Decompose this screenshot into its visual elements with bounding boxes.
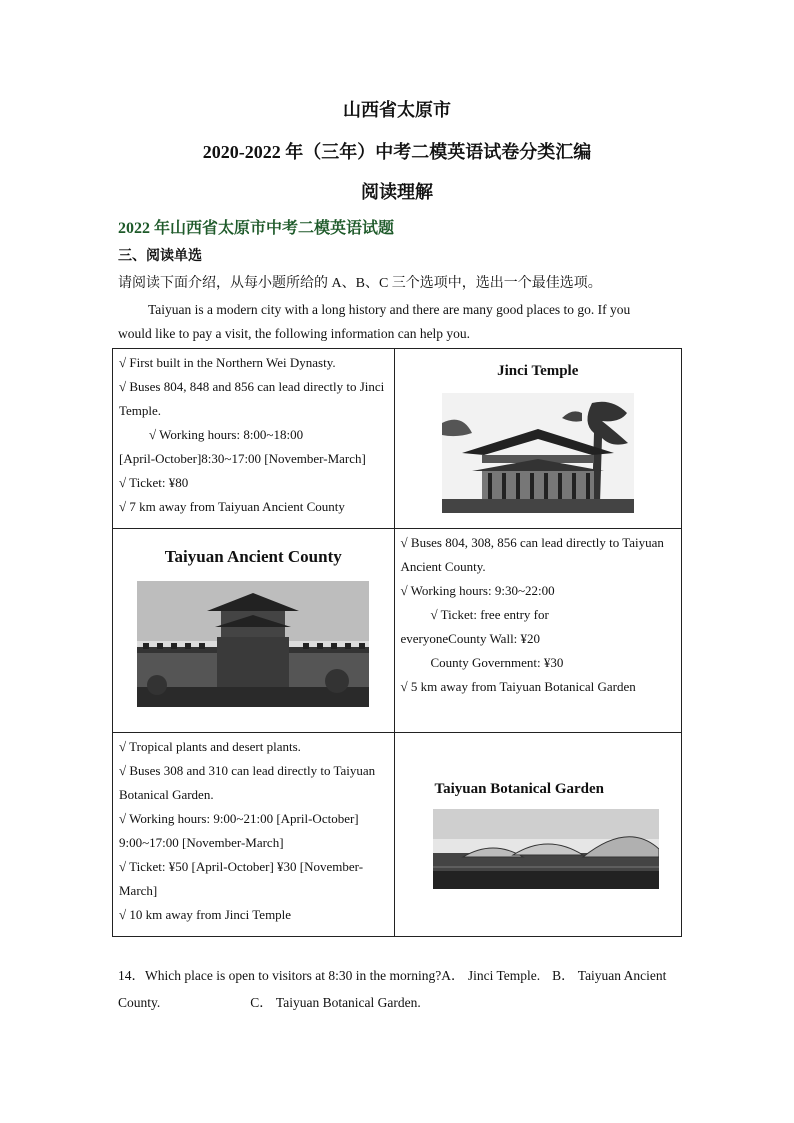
document-topic: 阅读理解 [361,182,433,202]
document-title: 山西省太原市 [343,100,451,120]
info-line: √ Working hours: 9:00~21:00 [April-October] 9:00~17:00 [November-March] [119,811,359,850]
jinci-temple-image [442,393,634,513]
info-line: √ 10 km away from Jinci Temple [119,907,292,922]
ancient-county-caption: Taiyuan Ancient County [164,547,342,566]
places-table [112,348,682,937]
ancient-county-info-cell [394,529,681,733]
info-line: [April-October]8:30~17:00 [November-March] [119,451,366,466]
info-line: √ 5 km away from Taiyuan Botanical Garden [400,679,636,694]
option-b[interactable]: B． Taiyuan Ancient County. [118,968,667,1010]
ancient-county-image [137,581,369,707]
info-line: everyoneCounty Wall: ¥20 [400,631,541,646]
info-line: √ Working hours: 9:30~22:00 [400,583,555,598]
botanical-info-cell [113,733,395,937]
info-line: √ Working hours: 8:00~18:00 [149,427,304,442]
section-heading: 三、阅读单选 [118,249,202,264]
info-line: √ Ticket: ¥50 [April-October] ¥30 [November-March] [119,859,364,898]
info-line: √ Buses 804, 308, 856 can lead directly to Taiyuan Ancient County. [400,535,664,574]
exam-subheading: 2022 年山西省太原市中考二模英语试题 [118,220,395,237]
info-line: √ Buses 308 and 310 can lead directly to Taiyuan Botanical Garden. [119,763,376,802]
document-subtitle: 2020-2022 年（三年）中考二模英语试卷分类汇编 [202,142,592,162]
botanical-image-cell [394,733,681,937]
botanical-garden-image [433,809,659,889]
intro-paragraph [118,298,666,346]
info-line: √ Buses 804, 848 and 856 can lead directly to Jinci Temple. [119,379,385,418]
option-c[interactable]: C． Taiyuan Botanical Garden. [250,995,421,1010]
info-line: County Government: ¥30 [430,655,564,670]
question-14 [118,962,678,1016]
intro-text: Taiyuan is a modern city with a long history and there are many good places to go. If you would like to pay a visit, the following information can help you. [118,302,631,341]
instruction-text: 请阅读下面介绍，从每小题所给的 A、B、C 三个选项中，选出一个最佳选项。 [118,276,602,291]
info-line: √ First built in the Northern Wei Dynasty. [119,355,336,370]
question-text: 14．Which place is open to visitors at 8:30 in the morning? [118,968,442,983]
info-line: √ 7 km away from Taiyuan Ancient County [119,499,345,514]
botanical-caption: Taiyuan Botanical Garden [434,781,604,797]
ancient-county-image-cell [113,529,395,733]
jinci-image-cell [394,349,681,529]
option-a[interactable]: A． Jinci Temple. [441,968,541,983]
info-line: √ Ticket: ¥80 [119,475,189,490]
jinci-caption: Jinci Temple [497,363,579,379]
jinci-info-cell [113,349,395,529]
info-line: √ Tropical plants and desert plants. [119,739,301,754]
info-line: √ Ticket: free entry for [430,607,549,622]
